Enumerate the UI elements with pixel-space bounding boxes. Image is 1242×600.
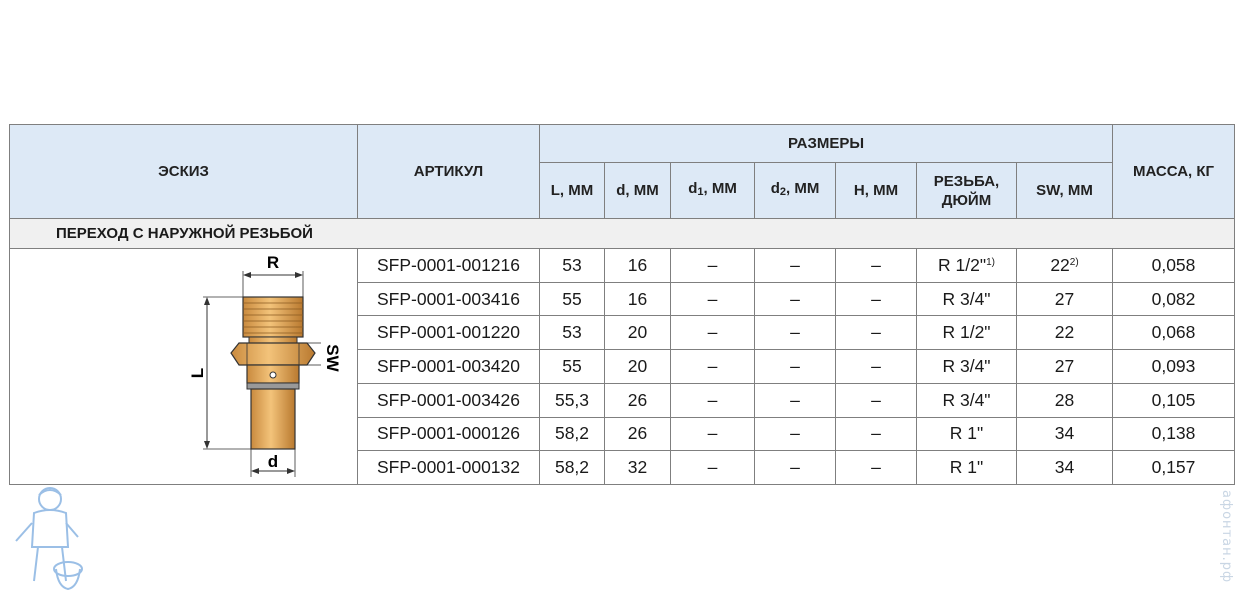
cell-d2: – (755, 383, 836, 417)
cell-mass: 0,105 (1113, 383, 1235, 417)
cell-thread: R 1" (917, 451, 1017, 485)
fitting-sketch (11, 249, 357, 479)
cell-thread: R 1" (917, 417, 1017, 451)
header-thread (917, 163, 1017, 219)
cell-d2: – (755, 282, 836, 316)
cell-H: – (836, 417, 917, 451)
cell-d1: – (671, 249, 755, 283)
cell-mass: 0,058 (1113, 249, 1235, 283)
cell-d: 26 (605, 383, 671, 417)
cell-mass: 0,068 (1113, 316, 1235, 350)
cell-d1: – (671, 383, 755, 417)
site-watermark: афонтан.рф (1219, 490, 1234, 584)
cell-d2: – (755, 350, 836, 384)
cell-SW: 27 (1017, 282, 1113, 316)
sketch-cell (10, 249, 358, 485)
cell-SW: 28 (1017, 383, 1113, 417)
sw-footnote: 2) (1069, 256, 1079, 268)
cell-L: 58,2 (540, 417, 605, 451)
sketch-label-d: d (267, 452, 278, 471)
section-title: ПЕРЕХОД С НАРУЖНОЙ РЕЗЬБОЙ (10, 219, 1235, 249)
section-row (10, 219, 1235, 249)
cell-L: 55,3 (540, 383, 605, 417)
plumber-mascot-icon (6, 483, 86, 595)
header-d2 (755, 163, 836, 219)
cell-article: SFP-0001-003416 (358, 282, 540, 316)
cell-L: 53 (540, 249, 605, 283)
cell-L: 55 (540, 350, 605, 384)
cell-d1: – (671, 451, 755, 485)
cell-d2: – (755, 249, 836, 283)
cell-H: – (836, 451, 917, 485)
cell-d: 20 (605, 316, 671, 350)
cell-article: SFP-0001-001220 (358, 316, 540, 350)
cell-thread: R 3/4" (917, 383, 1017, 417)
cell-SW: 34 (1017, 451, 1113, 485)
cell-H: – (836, 383, 917, 417)
cell-H: – (836, 350, 917, 384)
sketch-label-R: R (266, 253, 279, 272)
cell-d2: – (755, 417, 836, 451)
cell-d: 26 (605, 417, 671, 451)
cell-L: 58,2 (540, 451, 605, 485)
cell-SW: 34 (1017, 417, 1113, 451)
header-thread-line1: РЕЗЬБА, (933, 172, 1000, 190)
header-d2-pre: d (770, 180, 780, 197)
cell-thread: R 1/2" (917, 316, 1017, 350)
cell-article: SFP-0001-000132 (358, 451, 540, 485)
cell-d1: – (671, 350, 755, 384)
cell-d: 20 (605, 350, 671, 384)
cell-thread (917, 249, 1017, 283)
cell-thread: R 3/4" (917, 350, 1017, 384)
header-sketch: ЭСКИЗ (10, 125, 358, 219)
cell-article: SFP-0001-003420 (358, 350, 540, 384)
cell-mass: 0,138 (1113, 417, 1235, 451)
cell-mass: 0,157 (1113, 451, 1235, 485)
header-d1-pre: d (688, 180, 698, 197)
cell-d: 32 (605, 451, 671, 485)
fitting-drawing (203, 271, 321, 477)
header-article: АРТИКУЛ (358, 125, 540, 219)
cell-SW: 27 (1017, 350, 1113, 384)
cell-SW: 22 (1017, 316, 1113, 350)
cell-L: 55 (540, 282, 605, 316)
cell-SW-value: 22 (1050, 254, 1070, 275)
cell-article: SFP-0001-000126 (358, 417, 540, 451)
cell-SW (1017, 249, 1113, 283)
header-row-top (10, 125, 1235, 163)
header-SW: SW, ММ (1017, 163, 1113, 219)
cell-d1: – (671, 417, 755, 451)
header-d2-sub: 2 (779, 186, 786, 198)
cell-d2: – (755, 451, 836, 485)
cell-article: SFP-0001-003426 (358, 383, 540, 417)
header-thread-line2: ДЮЙМ (941, 191, 992, 209)
sketch-label-L: L (187, 367, 207, 379)
cell-d1: – (671, 316, 755, 350)
cell-article: SFP-0001-001216 (358, 249, 540, 283)
header-dimensions: РАЗМЕРЫ (540, 125, 1113, 163)
header-mass: МАССА, КГ (1113, 125, 1235, 219)
thread-footnote: 1) (986, 256, 995, 268)
cell-H: – (836, 282, 917, 316)
spec-table (9, 124, 1235, 485)
cell-d2: – (755, 316, 836, 350)
cell-d: 16 (605, 282, 671, 316)
cell-L: 53 (540, 316, 605, 350)
cell-d1: – (671, 282, 755, 316)
header-d1-sub: 1 (697, 186, 704, 198)
cell-H: – (836, 316, 917, 350)
header-H: H, ММ (836, 163, 917, 219)
header-L: L, ММ (540, 163, 605, 219)
cell-mass: 0,082 (1113, 282, 1235, 316)
sketch-label-SW: SW (322, 344, 342, 372)
header-d: d, ММ (605, 163, 671, 219)
cell-thread-value: R 1/2" (938, 254, 987, 275)
cell-H: – (836, 249, 917, 283)
cell-d: 16 (605, 249, 671, 283)
header-d1-post: , ММ (703, 180, 737, 197)
header-d1 (671, 163, 755, 219)
header-d2-post: , ММ (785, 180, 820, 197)
cell-mass: 0,093 (1113, 350, 1235, 384)
cell-thread: R 3/4" (917, 282, 1017, 316)
table-row (10, 249, 1235, 283)
